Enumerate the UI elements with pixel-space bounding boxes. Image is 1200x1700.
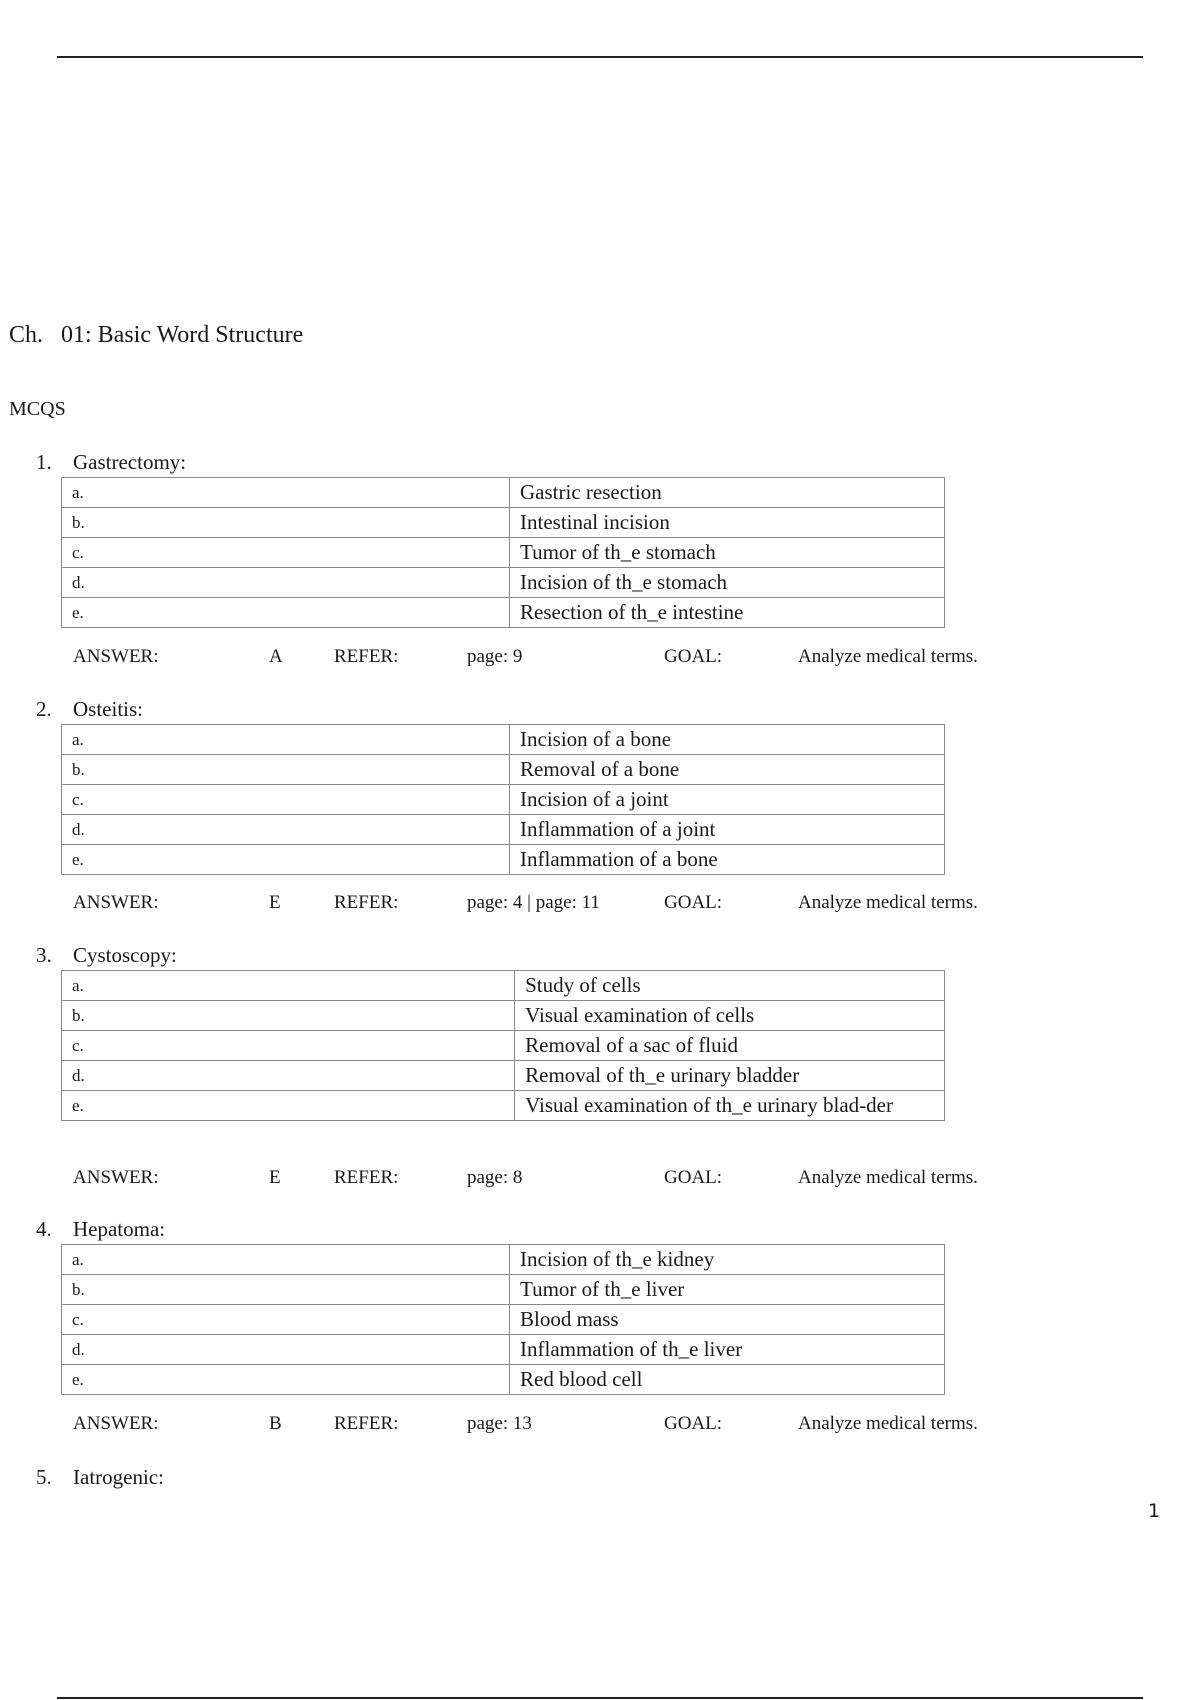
goal-value: Analyze medical terms. <box>798 892 978 913</box>
option-letter: c. <box>62 1305 510 1335</box>
option-text: Resection of th_e intestine <box>510 598 945 628</box>
question-title: Cystoscopy: <box>73 943 177 967</box>
top-rule <box>57 56 1143 58</box>
goal-value: Analyze medical terms. <box>798 1413 978 1434</box>
option-row[interactable] <box>62 755 945 785</box>
question-title: Gastrectomy: <box>73 450 187 474</box>
bottom-rule <box>57 1697 1143 1699</box>
option-text: Gastric resection <box>510 478 945 508</box>
option-row[interactable] <box>62 1365 945 1395</box>
option-row[interactable] <box>62 1031 945 1061</box>
option-letter: c. <box>62 538 510 568</box>
options-table <box>61 724 945 875</box>
option-text: Inflammation of a bone <box>510 845 945 875</box>
answer-value: A <box>269 646 283 667</box>
option-text: Tumor of th_e liver <box>510 1275 945 1305</box>
answer-value: E <box>269 892 281 913</box>
option-letter: d. <box>62 1335 510 1365</box>
option-text: Removal of a bone <box>510 755 945 785</box>
question-number: 1. <box>36 450 52 474</box>
refer-label: REFER: <box>334 1167 399 1188</box>
option-text: Study of cells <box>515 971 945 1001</box>
option-row[interactable] <box>62 845 945 875</box>
option-text: Visual examination of cells <box>515 1001 945 1031</box>
option-row[interactable] <box>62 1245 945 1275</box>
option-row[interactable] <box>62 568 945 598</box>
options-table <box>61 1244 945 1395</box>
option-letter: b. <box>62 755 510 785</box>
goal-label: GOAL: <box>664 646 723 667</box>
option-letter: b. <box>62 1001 515 1031</box>
options-table <box>61 970 945 1121</box>
option-row[interactable] <box>62 508 945 538</box>
option-letter: a. <box>62 478 510 508</box>
option-letter: b. <box>62 1275 510 1305</box>
refer-value: page: 4 | page: 11 <box>467 892 600 913</box>
answer-label: ANSWER: <box>73 1167 159 1188</box>
option-letter: a. <box>62 971 515 1001</box>
option-row[interactable] <box>62 785 945 815</box>
option-letter: d. <box>62 815 510 845</box>
refer-value: page: 8 <box>467 1167 523 1188</box>
option-letter: a. <box>62 725 510 755</box>
option-row[interactable] <box>62 971 945 1001</box>
option-row[interactable] <box>62 815 945 845</box>
refer-value: page: 13 <box>467 1413 532 1434</box>
option-row[interactable] <box>62 1335 945 1365</box>
option-row[interactable] <box>62 1061 945 1091</box>
answer-value: B <box>269 1413 282 1434</box>
question-number: 2. <box>36 697 52 721</box>
goal-value: Analyze medical terms. <box>798 646 978 667</box>
option-letter: e. <box>62 1091 515 1121</box>
option-text: Incision of th_e stomach <box>510 568 945 598</box>
question-number: 4. <box>36 1217 52 1241</box>
option-text: Red blood cell <box>510 1365 945 1395</box>
option-row[interactable] <box>62 1305 945 1335</box>
option-row[interactable] <box>62 538 945 568</box>
goal-value: Analyze medical terms. <box>798 1167 978 1188</box>
answer-value: E <box>269 1167 281 1188</box>
refer-label: REFER: <box>334 892 399 913</box>
option-letter: d. <box>62 1061 515 1091</box>
option-row[interactable] <box>62 1091 945 1121</box>
option-row[interactable] <box>62 478 945 508</box>
option-row[interactable] <box>62 1275 945 1305</box>
chapter-title: Ch. 01: Basic Word Structure <box>9 322 304 348</box>
question-title: Osteitis: <box>73 697 144 721</box>
option-row[interactable] <box>62 725 945 755</box>
option-text: Removal of th_e urinary bladder <box>515 1061 945 1091</box>
option-letter: e. <box>62 845 510 875</box>
goal-label: GOAL: <box>664 892 723 913</box>
refer-value: page: 9 <box>467 646 523 667</box>
option-text: Inflammation of a joint <box>510 815 945 845</box>
refer-label: REFER: <box>334 1413 399 1434</box>
question-number: 5. <box>36 1465 52 1489</box>
option-letter: c. <box>62 1031 515 1061</box>
page-number: 1 <box>1148 1500 1161 1522</box>
answer-label: ANSWER: <box>73 646 159 667</box>
answer-label: ANSWER: <box>73 892 159 913</box>
question-title: Iatrogenic: <box>73 1465 164 1489</box>
options-table <box>61 477 945 628</box>
option-row[interactable] <box>62 1001 945 1031</box>
question-title: Hepatoma: <box>73 1217 166 1241</box>
option-text: Incision of a joint <box>510 785 945 815</box>
option-text: Inflammation of th_e liver <box>510 1335 945 1365</box>
option-letter: e. <box>62 598 510 628</box>
question-number: 3. <box>36 943 52 967</box>
option-row[interactable] <box>62 598 945 628</box>
goal-label: GOAL: <box>664 1167 723 1188</box>
refer-label: REFER: <box>334 646 399 667</box>
option-text: Blood mass <box>510 1305 945 1335</box>
option-letter: c. <box>62 785 510 815</box>
option-letter: d. <box>62 568 510 598</box>
option-text: Intestinal incision <box>510 508 945 538</box>
goal-label: GOAL: <box>664 1413 723 1434</box>
option-text: Removal of a sac of fluid <box>515 1031 945 1061</box>
option-letter: b. <box>62 508 510 538</box>
option-letter: e. <box>62 1365 510 1395</box>
option-text: Incision of th_e kidney <box>510 1245 945 1275</box>
option-text: Visual examination of th_e urinary blad-der <box>515 1091 945 1121</box>
option-letter: a. <box>62 1245 510 1275</box>
answer-label: ANSWER: <box>73 1413 159 1434</box>
section-label: MCQS <box>9 398 66 420</box>
option-text: Tumor of th_e stomach <box>510 538 945 568</box>
option-text: Incision of a bone <box>510 725 945 755</box>
